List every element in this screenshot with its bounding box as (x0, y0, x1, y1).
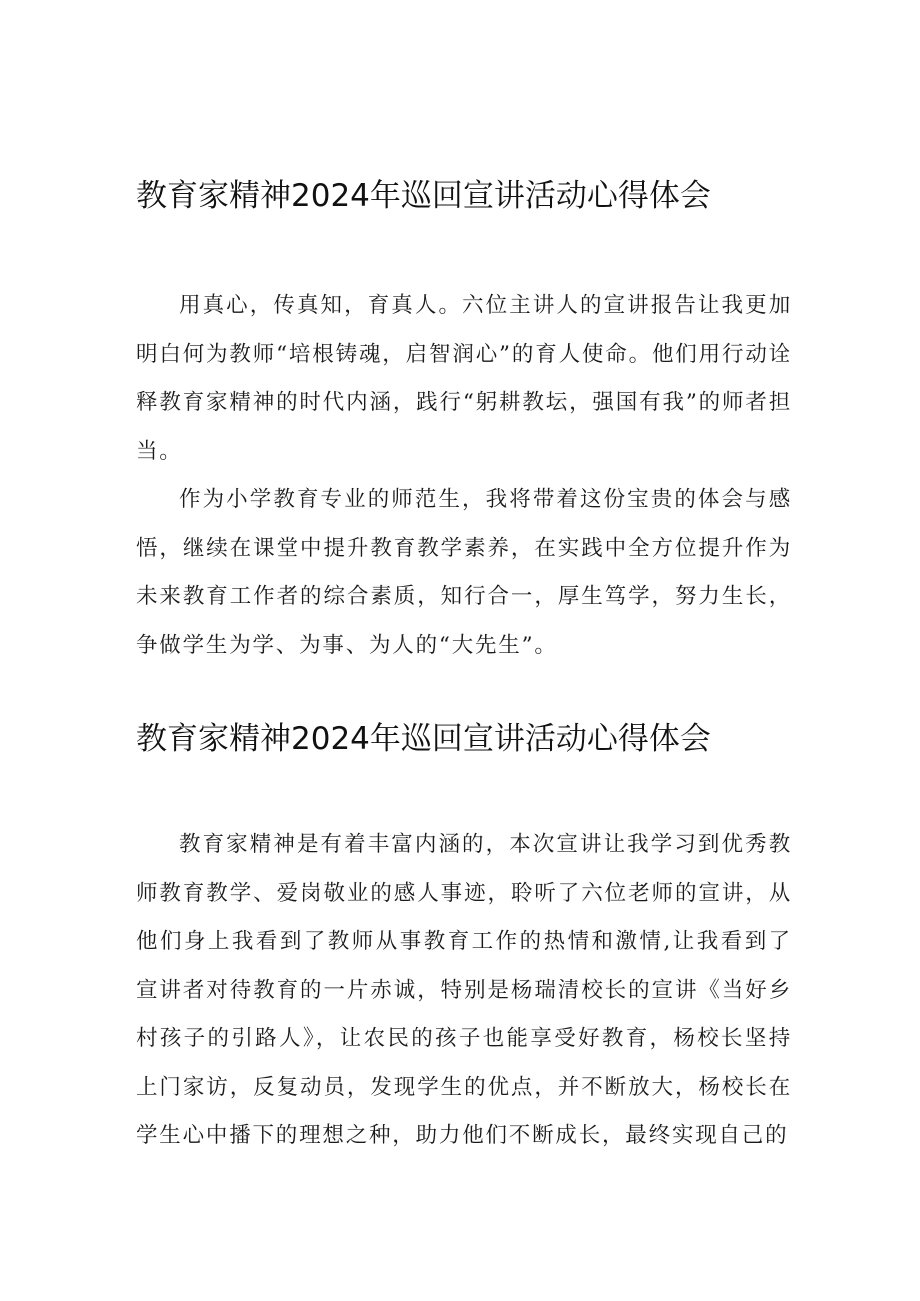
essay-title: 教育家精神2024年巡回宣讲活动心得体会 (136, 178, 711, 214)
essay-body (136, 282, 792, 670)
essay-body (136, 821, 792, 1161)
body-paragraph: 作为小学教育专业的师范生，我将带着这份宝贵的体会与感悟，继续在课堂中提升教育教学素养，在实践中全方位提升作为未来教育工作者的综合素质，知行合一，厚生笃学，努力生长，争做学生为学、为事、为人的“大先生”。 (136, 487, 792, 658)
body-paragraph: 教育家精神是有着丰富内涵的，本次宣讲让我学习到优秀教师教育教学、爱岗敬业的感人事迹，聆听了六位老师的宣讲，从他们身上我看到了教师从事教育工作的热情和激情,让我看到了宣讲者对待教育的一片赤诚，特别是杨瑞清校长的宣讲《当好乡村孩子的引路人》，让农民的孩子也能享受好教育，杨校长坚持上门家访，反复动员，发现学生的优点，并不断放大，杨校长在学生心中播下的理想之种，助力他们不断成长，最终实现自己的 (136, 832, 792, 1148)
body-paragraph: 用真心，传真知，育真人。六位主讲人的宣讲报告让我更加明白何为教师“培根铸魂，启智润心”的育人使命。他们用行动诠释教育家精神的时代内涵，践行“躬耕教坛，强国有我”的师者担当。 (136, 293, 792, 464)
essay-section-1 (136, 172, 792, 670)
essay-section-2 (136, 715, 792, 1161)
essay-title: 教育家精神2024年巡回宣讲活动心得体会 (136, 721, 711, 757)
